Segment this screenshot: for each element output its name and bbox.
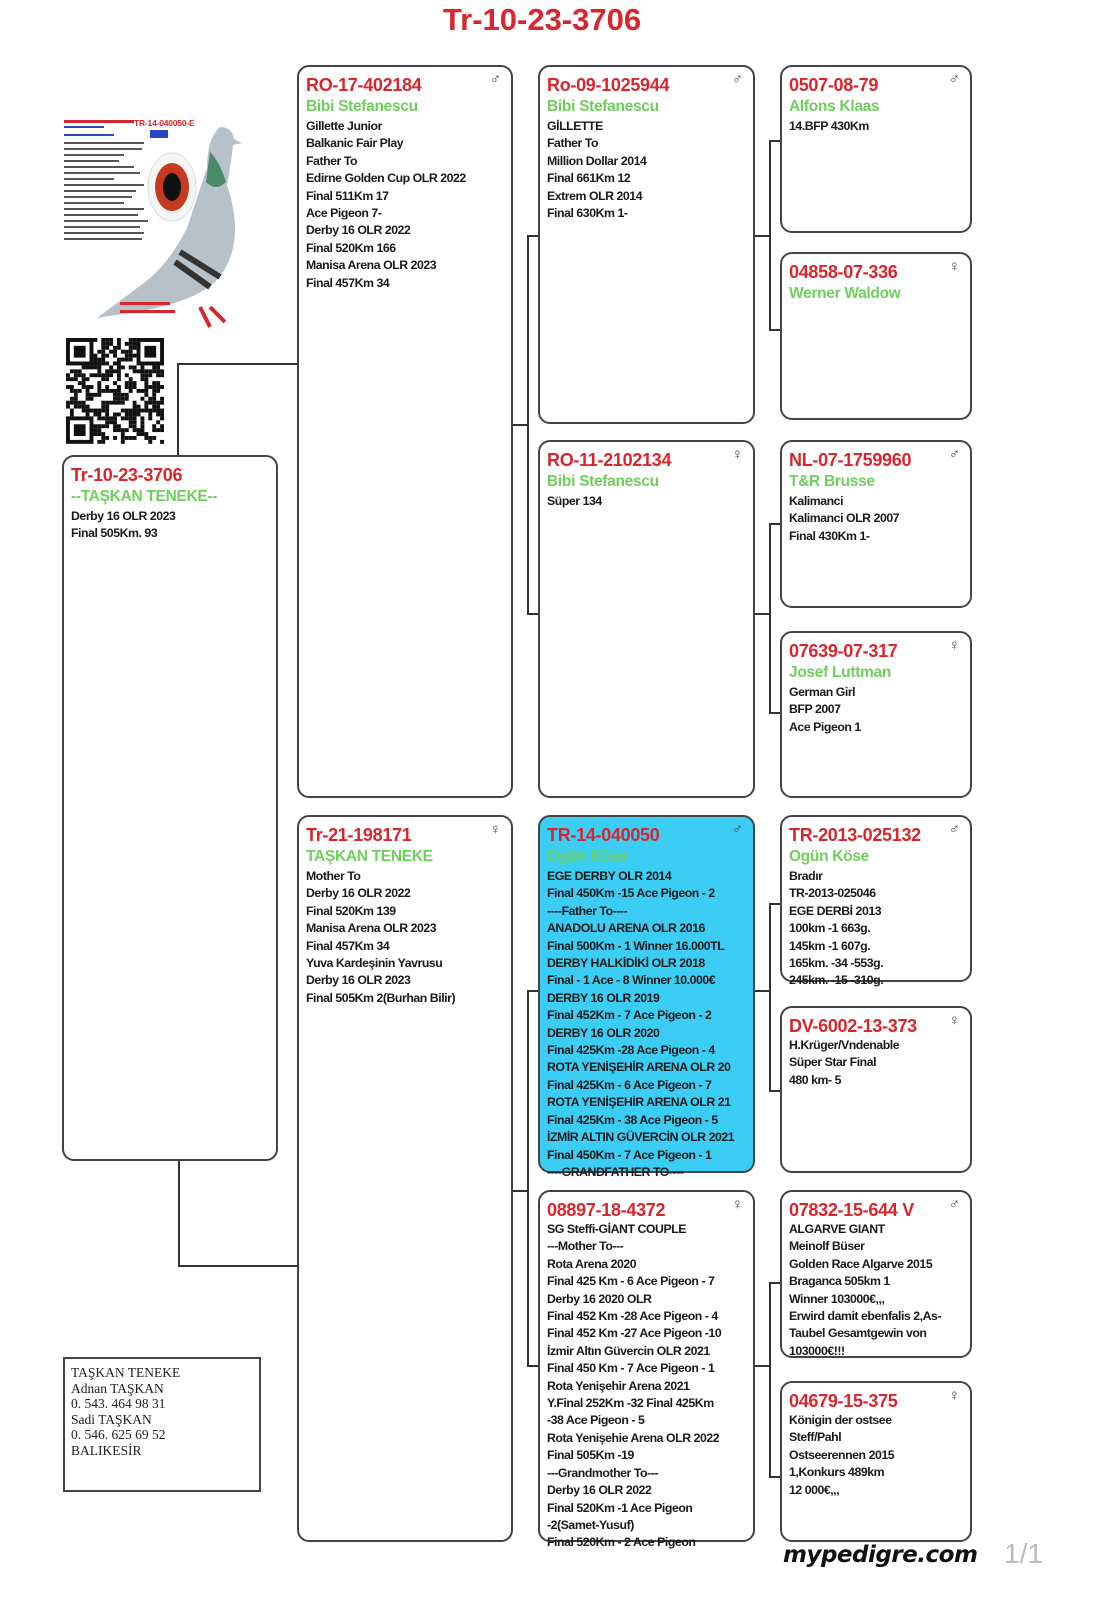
info-line: Balkanic Fair Play	[306, 136, 404, 151]
pedigree-card-sds[interactable]	[780, 440, 972, 608]
info-line: ----GRANDFATHER TO----	[547, 1164, 684, 1179]
info-line: Final 500Km - 1 Winner 16.000TL	[547, 938, 725, 953]
connector-line	[754, 1365, 769, 1367]
ring-number: 07832-15-644 V	[789, 1200, 914, 1220]
info-line: BFP 2007	[789, 702, 841, 717]
ring-number: NL-07-1759960	[789, 450, 912, 470]
connector-line	[769, 1090, 780, 1092]
connector-line	[527, 1365, 538, 1367]
info-line: Extrem OLR 2014	[547, 188, 643, 203]
info-line: DERBY 16 OLR 2020	[547, 1025, 660, 1040]
breeder-name: Josef Luttman	[789, 664, 892, 681]
info-line: Yuva Kardeşinin Yavrusu	[306, 956, 443, 971]
info-line: Father To	[547, 136, 599, 151]
ring-number: TR-2013-025132	[789, 825, 921, 845]
info-line: Father To	[306, 153, 358, 168]
info-line: Derby 16 OLR 2022	[547, 1483, 652, 1498]
info-line: EGE DERBİ 2013	[789, 903, 882, 918]
info-line: 1,Konkurs 489km	[789, 1465, 885, 1480]
connector-line	[512, 1190, 528, 1192]
breeder-name: Ogün Köse	[547, 848, 627, 865]
breeder-name: Werner Waldow	[789, 285, 901, 302]
female-icon: ♀	[948, 1387, 960, 1404]
info-line: Kalimanci OLR 2007	[789, 511, 900, 526]
info-line: DERBY 16 OLR 2019	[547, 990, 660, 1005]
info-line: Rota Yenişehir Arena 2021	[547, 1378, 690, 1393]
info-line: German Girl	[789, 685, 856, 699]
male-icon: ♂	[948, 446, 960, 463]
info-line: -38 Ace Pigeon - 5	[547, 1413, 645, 1428]
info-line: 100km -1 663g.	[789, 921, 871, 936]
male-icon: ♂	[948, 71, 960, 88]
connector-line	[754, 613, 769, 615]
breeder-name: Bibi Stefanescu	[547, 98, 659, 115]
breeder-name: Bibi Stefanescu	[547, 473, 659, 490]
ring-number: 04679-15-375	[789, 1391, 898, 1411]
info-line: Final 520Km -1 Ace Pigeon	[547, 1500, 693, 1515]
connector-line	[177, 363, 297, 365]
info-line: Derby 16 OLR 2022	[306, 223, 411, 238]
info-line: Y.Final 252Km -32 Final 425Km	[547, 1396, 714, 1411]
connector-line	[769, 1282, 771, 1477]
contact-line: Sadi TAŞKAN	[71, 1411, 152, 1427]
info-line: -2(Samet-Yusuf)	[547, 1517, 634, 1532]
info-line: Final 505Km -19	[547, 1448, 634, 1463]
info-line: Königin der ostsee	[789, 1413, 892, 1427]
info-line: İZMİR ALTIN GÜVERCİN OLR 2021	[547, 1130, 735, 1145]
contact-box	[63, 1357, 261, 1492]
info-line: Final 430Km 1-	[789, 528, 870, 543]
connector-line	[769, 1476, 780, 1478]
info-line: Golden Race Algarve 2015	[789, 1256, 933, 1271]
info-line: ALGARVE GIANT	[789, 1222, 885, 1236]
info-line: Final 452 Km -27 Ace Pigeon -10	[547, 1326, 722, 1341]
female-icon: ♀	[948, 1012, 960, 1029]
contact-line: 0. 546. 625 69 52	[71, 1427, 166, 1442]
ring-number: 07639-07-317	[789, 641, 898, 661]
info-line: Kalimanci	[789, 494, 844, 508]
info-line: Gillette Junior	[306, 119, 382, 133]
info-line: Final 452 Km -28 Ace Pigeon - 4	[547, 1309, 718, 1324]
info-line: Taubel Gesamtgewin von	[789, 1326, 927, 1341]
info-line: Süper 134	[547, 494, 602, 508]
contact-line: Adnan TAŞKAN	[71, 1380, 164, 1396]
photo-ring-caption: TR-14-040050-E	[134, 118, 195, 128]
page-title: Tr-10-23-3706	[442, 2, 642, 37]
pedigree-card-ds[interactable]	[538, 815, 755, 1179]
pedigree-card-sd[interactable]	[538, 440, 755, 798]
connector-line	[769, 712, 780, 714]
female-icon: ♀	[731, 1196, 743, 1213]
ring-number: RO-11-2102134	[547, 450, 672, 470]
male-icon: ♂	[489, 71, 501, 88]
site-watermark[interactable]: mypedigre.com	[783, 1542, 978, 1568]
info-line: Mother To	[306, 869, 361, 883]
ring-number: 04858-07-336	[789, 262, 898, 282]
info-line: 145km -1 607g.	[789, 938, 871, 953]
info-line: Ace Pigeon 7-	[306, 206, 382, 221]
ring-number: Ro-09-1025944	[547, 75, 670, 95]
breeder-name: TAŞKAN TENEKE	[306, 848, 433, 865]
info-line: GİLLETTE	[547, 119, 603, 133]
info-line: Derby 16 OLR 2023	[306, 973, 411, 988]
connector-line	[769, 329, 780, 331]
breeder-name: T&R Brusse	[789, 473, 875, 490]
pedigree-card-dam[interactable]	[297, 815, 513, 1542]
info-line: Derby 16 2020 OLR	[547, 1291, 652, 1306]
connector-line	[769, 523, 771, 713]
info-line: Manisa Arena OLR 2023	[306, 921, 437, 936]
info-line: Final 505Km. 93	[71, 526, 158, 541]
info-line: Final - 1 Ace - 8 Winner 10.000€	[547, 973, 716, 988]
info-line: Final 425 Km - 6 Ace Pigeon - 7	[547, 1274, 715, 1289]
connector-line	[769, 1282, 780, 1284]
info-line: Meinolf Büser	[789, 1239, 865, 1254]
info-line: SG Steffi-GİANT COUPLE	[547, 1222, 687, 1236]
female-icon: ♀	[731, 446, 743, 463]
info-line: ----Father To----	[547, 903, 628, 918]
pedigree-card-ddd[interactable]	[780, 1381, 972, 1542]
info-line: Derby 16 OLR 2023	[71, 509, 176, 523]
info-line: Final 450 Km - 7 Ace Pigeon - 1	[547, 1361, 715, 1376]
info-line: 103000€!!!	[789, 1343, 845, 1358]
info-line: EGE DERBY OLR 2014	[547, 869, 672, 883]
connector-line	[754, 235, 769, 237]
contact-line: BALIKESİR	[71, 1442, 142, 1458]
info-line: 14.BFP 430Km	[789, 119, 869, 133]
connector-line	[512, 424, 528, 426]
info-line: TR-2013-025046	[789, 886, 876, 901]
info-line: Derby 16 OLR 2022	[306, 886, 411, 901]
connector-line	[527, 235, 529, 614]
info-line: ---Grandmother To---	[547, 1465, 658, 1480]
info-line: Final 425Km - 38 Ace Pigeon - 5	[547, 1112, 718, 1127]
contact-line: TAŞKAN TENEKE	[71, 1365, 181, 1380]
connector-line	[769, 903, 780, 905]
pigeon-photo	[60, 112, 250, 330]
ring-number: Tr-21-198171	[306, 825, 412, 845]
male-icon: ♂	[731, 71, 743, 88]
info-line: Rota Yenişehie Arena OLR 2022	[547, 1430, 720, 1445]
info-line: Winner 103000€,,,	[789, 1291, 885, 1306]
info-line: İzmir Altın Güvercin OLR 2021	[547, 1343, 710, 1358]
connector-line	[769, 903, 771, 1091]
pedigree-card-dsd[interactable]	[780, 1006, 972, 1173]
info-line: Final 450Km - 7 Ace Pigeon - 1	[547, 1147, 712, 1162]
female-icon: ♀	[489, 821, 501, 838]
connector-line	[769, 140, 780, 142]
breeder-name: Ogün Köse	[789, 848, 869, 865]
breeder-name: Alfons Klaas	[789, 98, 880, 115]
pedigree-card-sss[interactable]	[780, 65, 972, 233]
info-line: Steff/Pahl	[789, 1430, 842, 1445]
info-line: Million Dollar 2014	[547, 153, 647, 168]
pedigree-card-dd[interactable]	[538, 1190, 755, 1550]
pedigree-card-ss[interactable]	[538, 65, 755, 424]
info-line: 480 km- 5	[789, 1072, 842, 1087]
info-line: DERBY HALKİDİKİ OLR 2018	[547, 956, 705, 971]
pedigree-card-ssd[interactable]	[780, 252, 972, 420]
breeder-name: --TAŞKAN TENEKE--	[71, 488, 218, 505]
pedigree-card-sire[interactable]	[297, 65, 513, 798]
ring-number: Tr-10-23-3706	[71, 465, 183, 485]
info-line: 12 000€,,,	[789, 1482, 840, 1497]
info-line: ANADOLU ARENA OLR 2016	[547, 921, 705, 936]
info-line: ROTA YENİŞEHİR ARENA OLR 21	[547, 1095, 731, 1110]
connector-line	[769, 140, 771, 330]
pedigree-card-sdd[interactable]	[780, 631, 972, 798]
info-line: Final 630Km 1-	[547, 206, 628, 221]
pedigree-card-subject[interactable]	[62, 455, 278, 1161]
male-icon: ♂	[948, 1196, 960, 1213]
connector-line	[178, 1265, 297, 1267]
info-line: Final 425Km - 6 Ace Pigeon - 7	[547, 1077, 712, 1092]
info-line: Final 661Km 12	[547, 171, 631, 186]
info-line: Final 520Km 166	[306, 240, 396, 255]
pedigree-card-dds[interactable]	[780, 1190, 972, 1358]
page-number: 1/1	[1004, 1538, 1043, 1569]
info-line: 165km. -34 -553g.	[789, 956, 884, 971]
ring-number: 0507-08-79	[789, 75, 879, 95]
info-line: Final 452Km - 7 Ace Pigeon - 2	[547, 1008, 712, 1023]
info-line: Final 520Km 139	[306, 903, 396, 918]
info-line: Erwird damit ebenfalis 2,As-	[789, 1309, 942, 1324]
info-line: Manisa Arena OLR 2023	[306, 258, 437, 273]
connector-line	[527, 613, 538, 615]
connector-line	[177, 363, 179, 455]
info-line: 245km. -15 -310g.	[789, 973, 884, 988]
info-line: Final 520Km - 2 Ace Pigeon	[547, 1535, 696, 1550]
qr-code[interactable]	[66, 338, 164, 444]
info-line: Final 457Km 34	[306, 275, 390, 290]
breeder-name: Bibi Stefanescu	[306, 98, 418, 115]
info-line: Braganca 505km 1	[789, 1274, 890, 1289]
info-line: Ostseerennen 2015	[789, 1447, 895, 1462]
ring-number: 08897-18-4372	[547, 1200, 666, 1220]
ring-number: RO-17-402184	[306, 75, 422, 95]
connector-line	[178, 1160, 180, 1266]
male-icon: ♂	[731, 821, 743, 838]
connector-line	[527, 235, 538, 237]
eye-icon	[148, 153, 196, 221]
connector-line	[527, 990, 538, 992]
info-line: Süper Star Final	[789, 1055, 877, 1070]
info-line: Bradır	[789, 869, 823, 883]
connector-line	[754, 990, 769, 992]
ring-number: TR-14-040050	[547, 825, 660, 845]
info-line: ROTA YENİŞEHİR ARENA OLR 20	[547, 1060, 731, 1075]
info-line: Final 425Km -28 Ace Pigeon - 4	[547, 1043, 715, 1058]
info-line: Final 505Km 2(Burhan Bilir)	[306, 990, 456, 1005]
info-line: Rota Arena 2020	[547, 1256, 637, 1271]
pedigree-card-dss[interactable]	[780, 815, 972, 988]
female-icon: ♀	[948, 258, 960, 275]
info-line: Final 457Km 34	[306, 938, 390, 953]
connector-line	[527, 990, 529, 1366]
info-line: Final 511Km 17	[306, 188, 389, 203]
info-line: Final 450Km -15 Ace Pigeon - 2	[547, 886, 715, 901]
female-icon: ♀	[948, 637, 960, 654]
connector-line	[769, 523, 780, 525]
info-line: ---Mother To---	[547, 1239, 624, 1254]
info-line: H.Krüger/Vndenable	[789, 1038, 900, 1052]
contact-line: 0. 543. 464 98 31	[71, 1396, 166, 1411]
male-icon: ♂	[948, 821, 960, 838]
ring-number: DV-6002-13-373	[789, 1016, 917, 1036]
info-line: Ace Pigeon 1	[789, 719, 861, 734]
info-line: Edirne Golden Cup OLR 2022	[306, 171, 466, 186]
